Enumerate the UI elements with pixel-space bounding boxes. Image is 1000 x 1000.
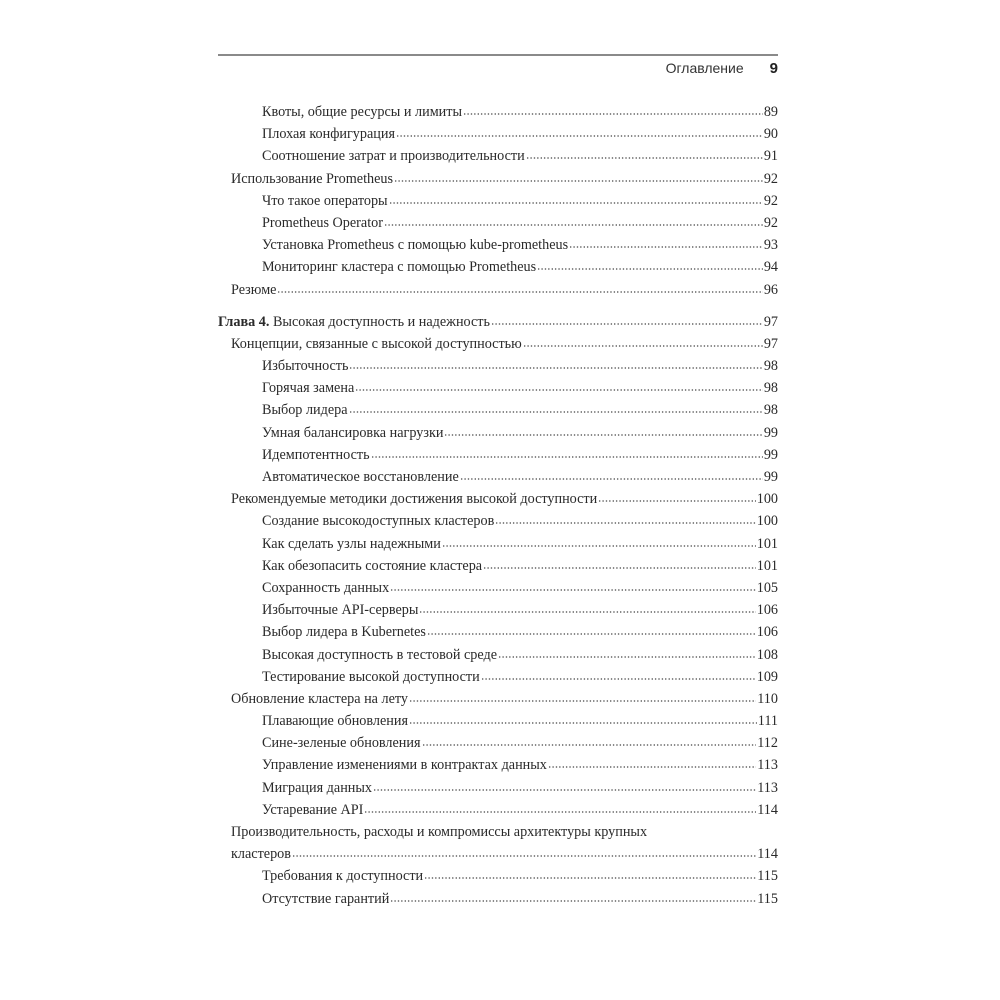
toc-entry[interactable] [218,145,778,167]
toc-entry[interactable] [218,488,778,510]
toc-entry[interactable] [218,865,778,887]
toc-entry[interactable] [218,533,778,555]
toc-page-number: 112 [757,735,778,752]
toc-page-number: 98 [763,402,778,419]
toc-entry[interactable] [218,279,778,301]
toc-entry-title: Избыточность [262,358,349,375]
chapter-title: Высокая доступность и надежность [272,313,490,330]
dot-leader [460,478,763,480]
toc-entry[interactable] [218,168,778,190]
dot-leader [371,456,763,458]
toc-entry-title: Высокая доступность в тестовой среде [262,646,498,663]
toc-page-number: 99 [763,446,778,463]
toc-entry-title: Выбор лидера в Kubernetes [262,624,426,641]
toc-page-number: 106 [756,624,778,641]
toc-entry-title: Использование Prometheus [231,170,394,187]
dot-leader [394,180,763,182]
toc-entry[interactable] [218,422,778,444]
dot-leader [598,500,756,502]
toc-entry-title: Сине-зеленые обновления [262,735,421,752]
table-of-contents [218,101,778,910]
toc-page-number: 114 [757,846,778,863]
toc-entry-title: Концепции, связанные с высокой доступностью [231,335,522,352]
toc-page-number: 92 [763,192,778,209]
toc-entry[interactable] [218,888,778,910]
dot-leader [390,900,756,902]
toc-page-number: 93 [763,237,778,254]
toc-entry-title: Квоты, общие ресурсы и лимиты [262,104,463,120]
toc-page-number: 115 [757,890,778,907]
dot-leader [355,389,763,391]
dot-leader [424,877,756,879]
toc-page-number: 114 [757,801,778,818]
toc-page-number: 94 [763,259,778,276]
dot-leader [427,633,756,635]
page-number: 9 [769,60,778,77]
toc-page-number: 92 [763,170,778,187]
dot-leader [389,202,763,204]
toc-entry[interactable] [218,190,778,212]
toc-entry-title: Установка Prometheus с помощью kube-prometheus [262,237,569,254]
dot-leader [419,611,755,613]
toc-entry-title: Обновление кластера на лету [231,690,408,707]
header-rule [218,54,778,56]
toc-entry-title: Плохая конфигурация [262,126,395,143]
toc-entry-title: Что такое операторы [262,192,388,209]
toc-page-number: 109 [756,668,778,685]
toc-page-number: 98 [763,380,778,397]
dot-leader [396,135,763,137]
toc-entry-title: Управление изменениями в контрактах данных [262,757,547,774]
dot-leader [537,268,763,270]
running-head [218,60,778,77]
toc-entry-title: Автоматическое восстановление [262,469,459,485]
chapter-label: Глава 4. [218,313,270,330]
dot-leader [442,545,756,547]
toc-page-number: 99 [763,469,778,485]
toc-entry[interactable] [218,256,778,278]
dot-leader [364,811,756,813]
toc-entry[interactable] [218,777,778,799]
toc-entry[interactable] [218,212,778,234]
toc-entry-title: кластеров [231,846,291,863]
toc-entry[interactable] [218,234,778,256]
toc-entry-title: Prometheus Operator [262,214,383,231]
toc-entry[interactable] [218,732,778,754]
toc-entry-title [218,311,490,333]
toc-page-number: 105 [756,579,778,596]
section-title: Оглавление [665,60,744,76]
toc-entry-title: Резюме [231,281,277,298]
toc-entry[interactable] [218,466,778,488]
toc-page-number: 96 [763,281,778,298]
dot-leader [349,367,762,369]
toc-page-number: 91 [763,148,778,165]
toc-entry-title: Избыточные API-серверы [262,602,419,619]
toc-page-number: 106 [756,602,778,619]
toc-page-number: 89 [763,104,778,120]
toc-entry-title: Выбор лидера [262,402,348,419]
toc-entry[interactable] [218,101,778,123]
toc-page-number: 100 [756,491,778,508]
toc-page-number: 115 [757,868,778,885]
toc-entry-title: Рекомендуемые методики достижения высокой доступности [231,491,598,508]
dot-leader [481,678,756,680]
toc-page-number: 98 [763,358,778,375]
dot-leader [409,722,757,724]
toc-entry[interactable] [218,355,778,377]
dot-leader [390,589,756,591]
toc-entry[interactable] [218,754,778,776]
toc-entry[interactable] [218,599,778,621]
toc-page-number: 101 [756,535,778,552]
toc-page-number: 92 [763,214,778,231]
toc-entry-title: Плавающие обновления [262,713,408,730]
toc-entry-title: Умная балансировка нагрузки [262,424,444,441]
dot-leader [292,855,756,857]
toc-entry-title-line: Производительность, расходы и компромиссы архитектуры крупных [231,824,648,840]
dot-leader [526,157,763,159]
toc-page-number: 101 [756,557,778,574]
toc-entry-title: Горячая замена [262,380,355,397]
dot-leader [373,789,756,791]
toc-page-number: 113 [757,779,778,796]
dot-leader [409,700,756,702]
toc-entry[interactable] [218,123,778,145]
toc-entry[interactable] [218,510,778,532]
toc-entry[interactable] [218,399,778,421]
toc-entry-title: Тестирование высокой доступности [262,668,480,685]
dot-leader [495,522,755,524]
toc-page-number: 99 [763,424,778,441]
toc-entry[interactable] [218,644,778,666]
toc-entry[interactable] [218,555,778,577]
dot-leader [422,744,757,746]
toc-entry-title: Устаревание API [262,801,364,818]
toc-page-number: 90 [763,126,778,143]
toc-entry[interactable] [218,377,778,399]
dot-leader [384,224,763,226]
toc-entry-title: Как обезопасить состояние кластера [262,557,483,574]
dot-leader [498,656,756,658]
dot-leader [569,246,763,248]
toc-entry-title: Сохранность данных [262,579,390,596]
toc-entry-title: Создание высокодоступных кластеров [262,513,495,530]
dot-leader [463,113,763,115]
toc-entry[interactable] [218,666,778,688]
dot-leader [349,411,763,413]
toc-entry[interactable] [218,577,778,599]
toc-entry[interactable] [218,843,778,865]
toc-entry-title: Миграция данных [262,779,373,796]
toc-entry[interactable] [218,444,778,466]
toc-entry-title: Отсутствие гарантий [262,890,390,907]
dot-leader [444,434,762,436]
dot-leader [491,323,763,325]
toc-entry-title: Требования к доступности [262,868,424,885]
toc-page-number: 108 [756,646,778,663]
toc-page-number: 97 [763,313,778,330]
toc-entry[interactable] [218,710,778,732]
toc-entry-title: Соотношение затрат и производительности [262,148,525,165]
toc-entry[interactable] [218,799,778,821]
toc-page-number: 97 [763,335,778,352]
toc-entry-title: Мониторинг кластера с помощью Prometheus [262,259,537,276]
toc-entry[interactable] [218,333,778,355]
toc-entry-title: Как сделать узлы надежными [262,535,441,552]
toc-page-number: 113 [757,757,778,774]
dot-leader [548,766,756,768]
toc-entry[interactable] [218,621,778,643]
dot-leader [523,345,763,347]
toc-entry-title: Идемпотентность [262,446,370,463]
toc-chapter-entry[interactable] [218,311,778,333]
toc-page-number: 111 [757,713,778,730]
toc-page-number: 100 [756,513,778,530]
toc-entry[interactable] [218,688,778,710]
toc-page-number: 110 [757,690,778,707]
dot-leader [277,291,762,293]
dot-leader [483,567,756,569]
